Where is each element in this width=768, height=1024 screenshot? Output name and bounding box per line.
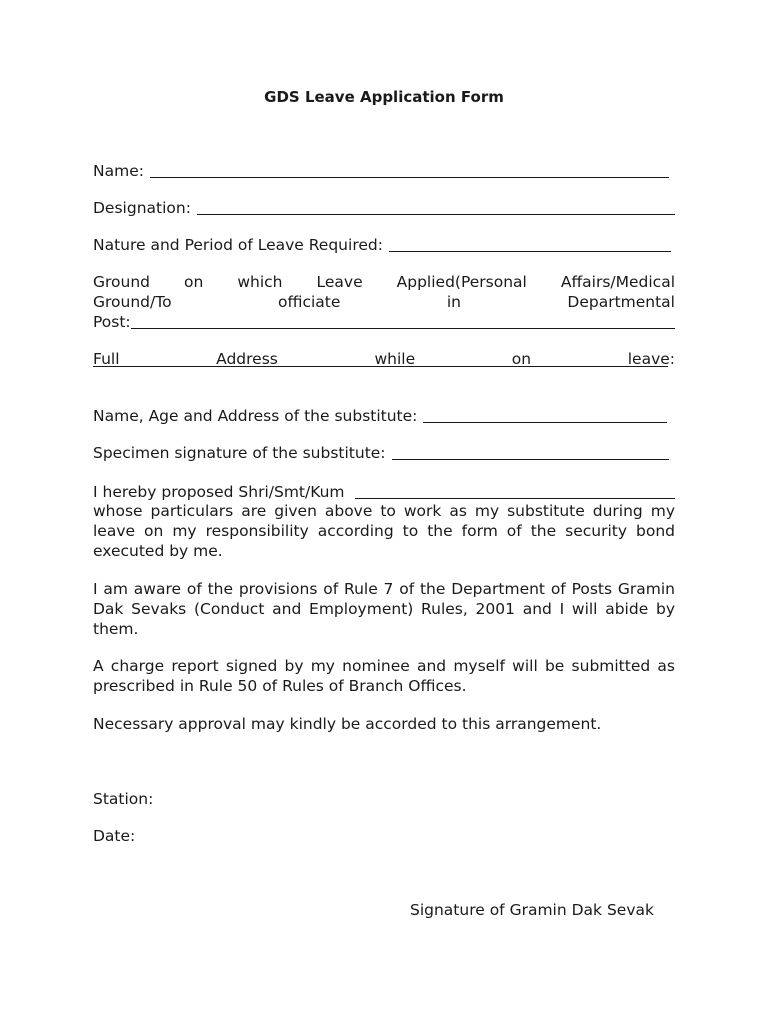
form-title: GDS Leave Application Form: [264, 88, 504, 106]
propose-row: [93, 482, 675, 502]
designation-blank[interactable]: [197, 214, 675, 215]
date-label: Date:: [93, 827, 136, 845]
ground-post-label: Post:: [93, 313, 131, 331]
ground-line-2: Ground/To officiate in Departmental: [93, 293, 675, 311]
name-row: [93, 161, 675, 181]
approval-text: Necessary approval may kindly be accorded to this arrangement.: [93, 715, 602, 733]
charge-text: A charge report signed by my nominee and myself will be submitted as prescribed in Rule 50 of Rules of Branch Offices.: [93, 657, 675, 695]
signature-label: Signature of Gramin Dak Sevak: [410, 901, 654, 919]
name-label: Name:: [93, 162, 144, 180]
address-label: Full Address while on leave:: [93, 350, 675, 368]
address-blank[interactable]: [93, 366, 668, 367]
station-label: Station:: [93, 790, 154, 808]
specimen-blank[interactable]: [392, 459, 669, 460]
ground-blank[interactable]: [131, 328, 675, 329]
designation-label: Designation:: [93, 199, 191, 217]
substitute-label: Name, Age and Address of the substitute:: [93, 407, 418, 425]
propose-prefix: I hereby proposed Shri/Smt/Kum: [93, 483, 345, 501]
nature-label: Nature and Period of Leave Required:: [93, 236, 383, 254]
propose-blank[interactable]: [355, 498, 675, 499]
substitute-blank[interactable]: [423, 422, 667, 423]
substitute-row: [93, 406, 675, 426]
aware-text: I am aware of the provisions of Rule 7 of the Department of Posts Gramin Dak Sevaks (Conduct and Employment) Rules, 2001 and I will abide by them.: [93, 580, 675, 638]
ground-line-1: Ground on which Leave Applied(Personal Affairs/Medical: [93, 273, 675, 291]
ground-row-3: [93, 312, 675, 332]
specimen-row: [93, 443, 675, 463]
propose-text: whose particulars are given above to work as my substitute during my leave on my responsibility according to the form of the security bond executed by me.: [93, 502, 675, 560]
nature-blank[interactable]: [389, 251, 671, 252]
specimen-label: Specimen signature of the substitute:: [93, 444, 386, 462]
address-row-2: [93, 366, 675, 370]
name-blank[interactable]: [150, 177, 669, 178]
designation-row: [93, 198, 675, 218]
nature-row: [93, 235, 675, 255]
